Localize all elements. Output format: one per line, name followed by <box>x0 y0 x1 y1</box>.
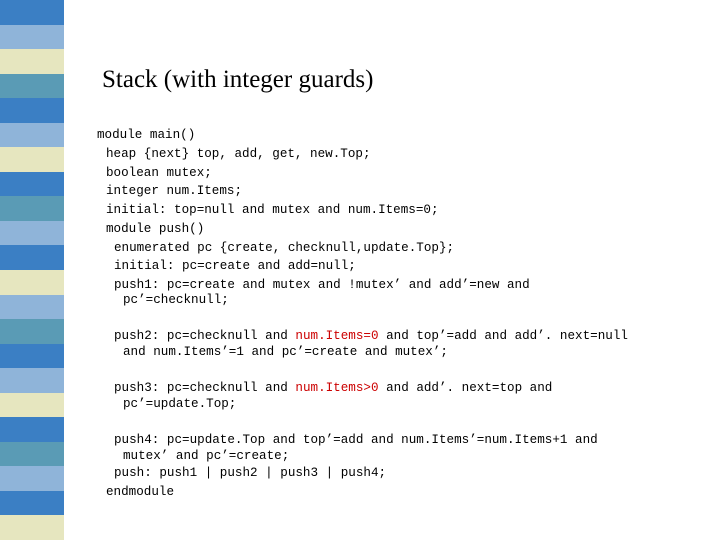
code-line <box>123 344 448 360</box>
code-line <box>114 380 552 396</box>
code-line <box>106 146 371 162</box>
code-line <box>114 277 530 293</box>
code-line <box>123 396 236 412</box>
code-line <box>106 165 212 181</box>
code-text: initial: top=null and mutex and num.Items=0; <box>106 203 439 217</box>
code-text: and add’. next=top and <box>378 381 553 395</box>
code-text: enumerated pc {create, checknull,update.Top}; <box>114 241 455 255</box>
code-line <box>114 465 386 481</box>
code-text: mutex’ and pc’=create; <box>123 449 290 463</box>
code-text: module main() <box>97 128 196 142</box>
highlighted-code: num.Items=0 <box>295 329 379 343</box>
code-text: pc’=update.Top; <box>123 397 237 411</box>
code-text: push: push1 | push2 | push3 | push4; <box>114 466 387 480</box>
code-text: endmodule <box>106 485 175 499</box>
code-line <box>114 432 598 448</box>
code-text: integer num.Items; <box>106 184 243 198</box>
code-line <box>106 221 204 237</box>
code-line <box>123 292 229 308</box>
code-text: and top’=add and add’. next=null <box>378 329 628 343</box>
code-text: pc’=checknull; <box>123 293 229 307</box>
code-text: push3: pc=checknull and <box>114 381 296 395</box>
code-line <box>114 258 356 274</box>
code-line <box>114 240 454 256</box>
slide-title: Stack (with integer guards) <box>102 66 374 93</box>
code-text: initial: pc=create and add=null; <box>114 259 356 273</box>
code-line <box>106 484 174 500</box>
code-line <box>106 183 242 199</box>
code-line <box>97 127 195 143</box>
code-text: heap {next} top, add, get, new.Top; <box>106 147 371 161</box>
highlighted-code: num.Items>0 <box>295 381 379 395</box>
code-text: push4: pc=update.Top and top’=add and num.Items’=num.Items+1 and <box>114 433 598 447</box>
code-text: module push() <box>106 222 205 236</box>
code-line <box>123 448 289 464</box>
code-text: and num.Items’=1 and pc’=create and mutex’; <box>123 345 448 359</box>
code-line <box>106 202 439 218</box>
code-text: push2: pc=checknull and <box>114 329 296 343</box>
code-line <box>114 328 628 344</box>
code-text: push1: pc=create and mutex and !mutex’ and add’=new and <box>114 278 530 292</box>
code-text: boolean mutex; <box>106 166 212 180</box>
